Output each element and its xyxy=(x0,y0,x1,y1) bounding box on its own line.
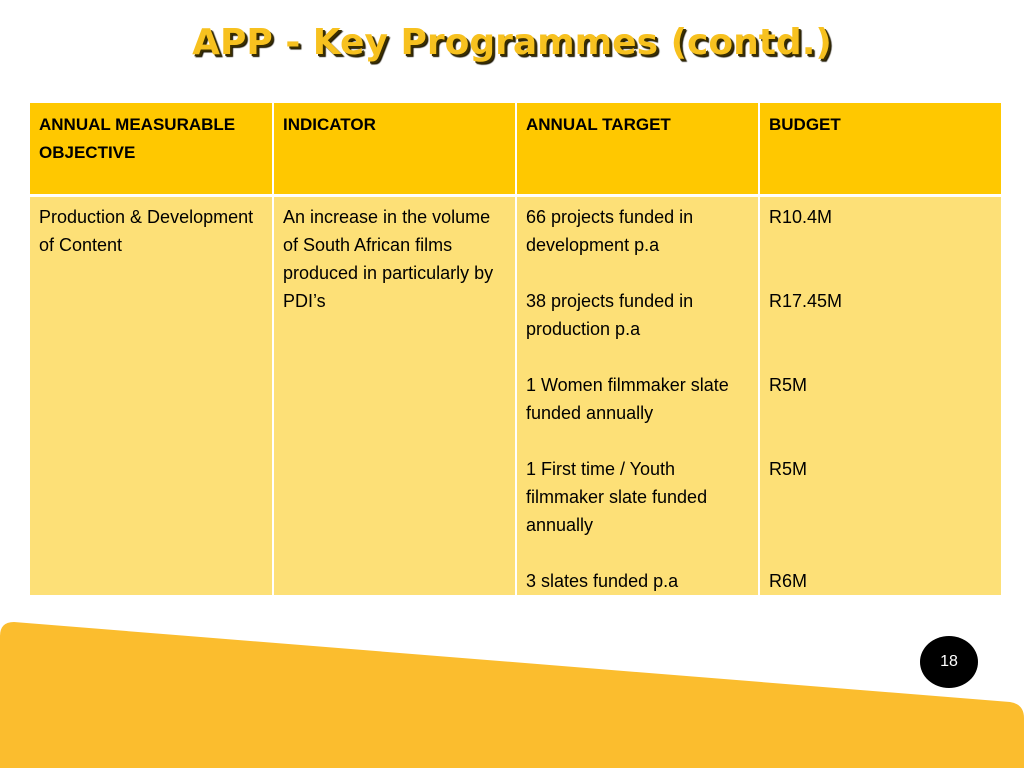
target-item: 1 First time / Youth filmmaker slate funded annually xyxy=(526,458,708,535)
objective-cell xyxy=(30,195,273,595)
budget-item: R17.45M xyxy=(769,290,843,311)
target-item: 1 Women filmmaker slate funded annually xyxy=(526,374,729,423)
budget-item: R5M xyxy=(769,458,808,479)
header-annual-target: ANNUAL TARGET xyxy=(516,103,759,195)
objective-text: Production & Development of Content xyxy=(39,206,254,255)
programmes-table xyxy=(30,103,1001,595)
programmes-table-container xyxy=(30,103,1001,595)
target-item: 38 projects funded in production p.a xyxy=(526,290,694,339)
budget-item: R10.4M xyxy=(769,206,833,227)
budget-cell xyxy=(759,195,1001,595)
header-indicator: INDICATOR xyxy=(273,103,516,195)
budget-item: R5M xyxy=(769,374,808,395)
indicator-text: An increase in the volume of South African films produced in particularly by PDI’s xyxy=(283,206,494,311)
table-row xyxy=(30,195,1001,595)
budget-item: R6M xyxy=(769,570,808,591)
slide-title: APP - Key Programmes (contd.) xyxy=(192,22,832,63)
page-number-badge: 18 xyxy=(920,636,978,688)
decorative-bottom-band xyxy=(0,622,1024,768)
header-annual-measurable-objective: ANNUAL MEASURABLE OBJECTIVE xyxy=(30,103,273,195)
header-budget: BUDGET xyxy=(759,103,1001,195)
indicator-cell xyxy=(273,195,516,595)
table-header-row xyxy=(30,103,1001,195)
target-item: 3 slates funded p.a xyxy=(526,570,679,591)
annual-target-cell xyxy=(516,195,759,595)
target-item: 66 projects funded in development p.a xyxy=(526,206,694,255)
